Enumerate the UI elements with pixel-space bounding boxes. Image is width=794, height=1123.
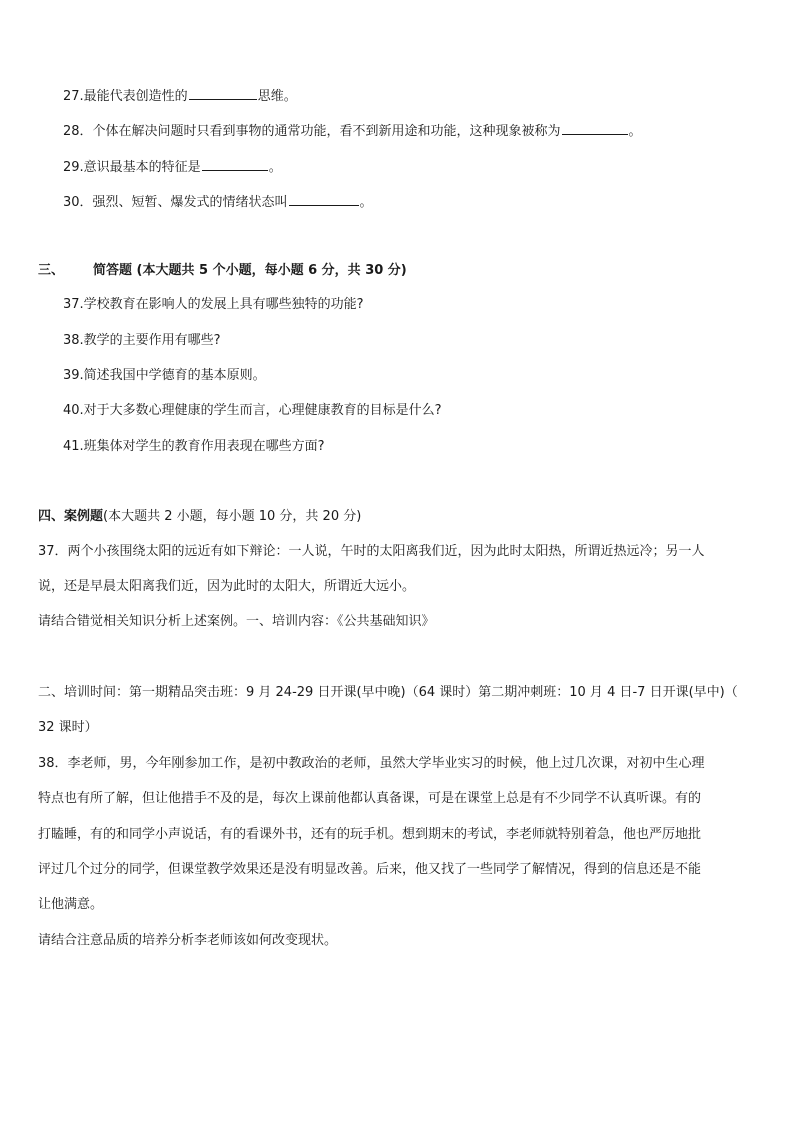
case-38-line-1: 38．李老师，男，今年刚参加工作，是初中教政治的老师，虽然大学毕业实习的时候，他上过几次课，对初中生心理	[38, 756, 705, 771]
question-27	[63, 85, 297, 106]
question-28-text: 28．个体在解决问题时只看到事物的通常功能，看不到新用途和功能，这种现象被称为	[63, 124, 561, 139]
section-3-heading	[38, 262, 407, 280]
case-37-line-1: 37．两个小孩围绕太阳的远近有如下辩论：一人说，午时的太阳离我们近，因为此时太阳热，所谓近热远冷；另一人	[38, 544, 705, 559]
question-38-short: 38.教学的主要作用有哪些?	[63, 333, 221, 348]
section-4-heading	[38, 508, 361, 526]
case-38-line-5: 让他满意。	[38, 897, 104, 912]
question-40-short: 40.对于大多数心理健康的学生而言，心理健康教育的目标是什么?	[63, 403, 442, 418]
answer-blank	[189, 85, 257, 100]
answer-blank	[202, 156, 268, 171]
question-27-suffix: 思维。	[257, 89, 297, 104]
training-time-line-2: 32 课时）	[38, 720, 98, 735]
question-39-short: 39.简述我国中学德育的基本原则。	[63, 368, 266, 383]
question-29-suffix: 。	[268, 160, 282, 175]
section-3-number: 三、	[38, 263, 65, 278]
case-38-prompt: 请结合注意品质的培养分析李老师该如何改变现状。	[38, 933, 338, 948]
case-38-line-4: 评过几个过分的同学，但课堂教学效果还是没有明显改善。后来，他又找了一些同学了解情况，得到的信息还是不能	[38, 862, 702, 877]
case-38-line-2: 特点也有所了解，但让他措手不及的是，每次上课前他都认真备课，可是在课堂上总是有不少同学不认真听课。有的	[38, 791, 702, 806]
training-time-line-1: 二、培训时间：第一期精品突击班：9 月 24-29 日开课(早中晚)（64 课时）第二期冲刺班：10 月 4 日-7 日开课(早中)（	[38, 685, 738, 700]
answer-blank	[562, 120, 628, 135]
question-41-short: 41.班集体对学生的教育作用表现在哪些方面?	[63, 439, 325, 454]
question-30-suffix: 。	[359, 195, 373, 210]
question-30	[63, 191, 373, 212]
case-38-line-3: 打瞌睡，有的和同学小声说话，有的看课外书，还有的玩手机。想到期末的考试，李老师就特别着急，他也严厉地批	[38, 827, 702, 842]
answer-blank	[289, 191, 359, 206]
question-29-text: 29.意识最基本的特征是	[63, 160, 201, 175]
section-4-title: 四、案例题	[38, 509, 104, 524]
case-37-line-2: 说，还是早晨太阳离我们近，因为此时的太阳大，所谓近大远小。	[38, 579, 416, 594]
question-37-short: 37.学校教育在影响人的发展上具有哪些独特的功能?	[63, 297, 364, 312]
question-28	[63, 120, 642, 141]
section-3-title: 简答题 (本大题共 5 个小题，每小题 6 分，共 30 分)	[93, 263, 407, 278]
question-28-suffix: 。	[628, 124, 642, 139]
case-37-prompt: 请结合错觉相关知识分析上述案例。一、培训内容：《公共基础知识》	[38, 614, 435, 629]
question-29	[63, 156, 282, 177]
question-30-text: 30．强烈、短暂、爆发式的情绪状态叫	[63, 195, 288, 210]
section-4-subtitle: (本大题共 2 小题，每小题 10 分，共 20 分)	[103, 509, 362, 524]
question-27-text: 27.最能代表创造性的	[63, 89, 188, 104]
